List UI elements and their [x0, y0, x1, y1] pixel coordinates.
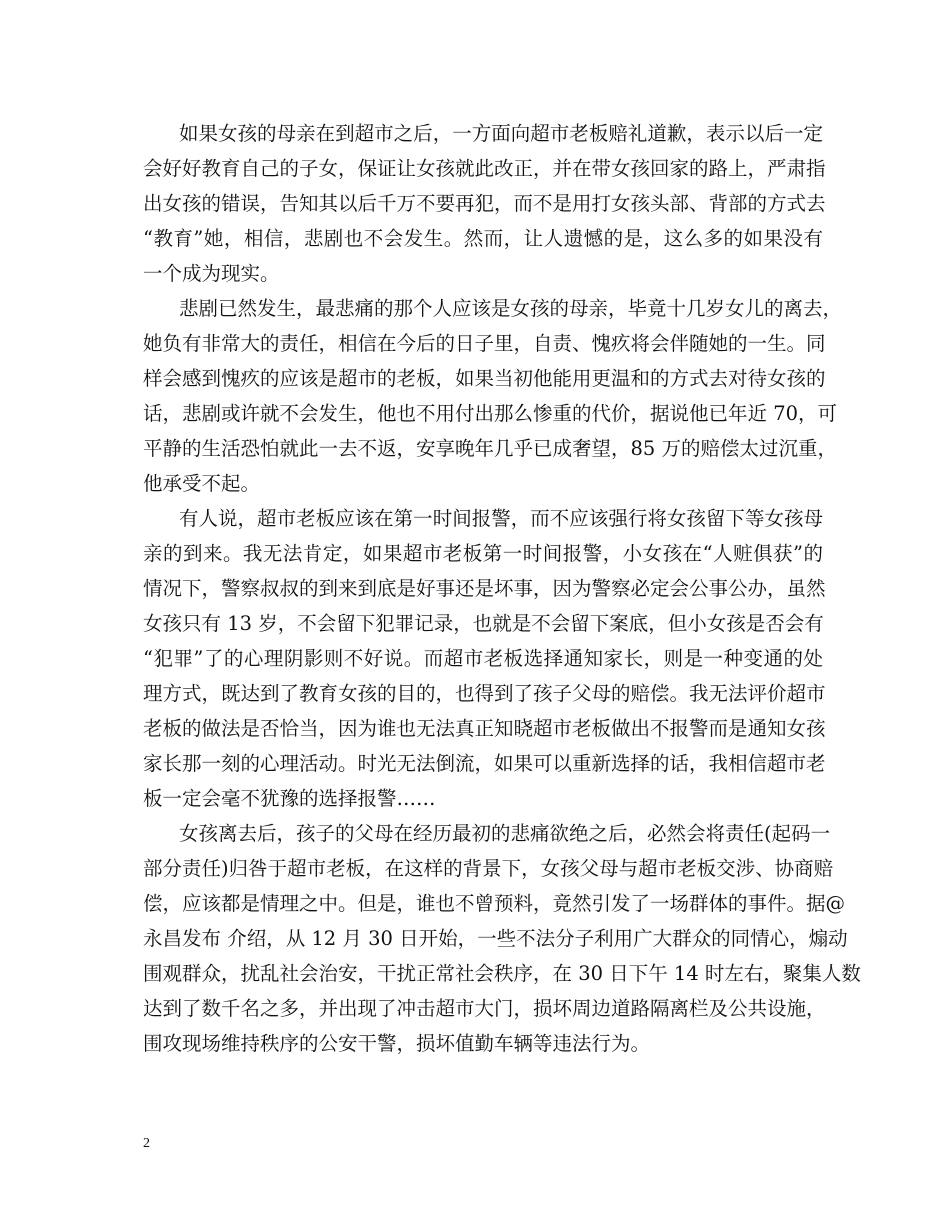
paragraph-line: 老板的做法是否恰当，因为谁也无法真正知晓超市老板做出不报警而是通知女孩: [143, 717, 826, 740]
paragraph-line: 一个成为现实。: [143, 262, 280, 285]
paragraph-line: “犯罪”了的心理阴影则不好说。而超市老板选择通知家长，则是一种变通的处: [143, 647, 823, 670]
paragraph-line: 板一定会毫不犹豫的选择报警……: [143, 787, 436, 810]
paragraph-line: 悲剧已然发生，最悲痛的那个人应该是女孩的母亲，毕竟十几岁女儿的离去，: [179, 297, 843, 320]
paragraph-line: 平静的生活恐怕就此一去不返，安享晚年几乎已成奢望，85 万的赔偿太过沉重，: [143, 437, 838, 460]
paragraph-line: 会好好教育自己的子女，保证让女孩就此改正，并在带女孩回家的路上，严肃指: [143, 157, 826, 180]
paragraph-line: 偿，应该都是情理之中。但是，谁也不曾预料，竟然引发了一场群体的事件。据@: [143, 892, 846, 915]
paragraph-line: 出女孩的错误，告知其以后千万不要再犯，而不是用打女孩头部、背部的方式去: [143, 192, 826, 215]
paragraph-line: “教育”她，相信，悲剧也不会发生。然而，让人遗憾的是，这么多的如果没有: [143, 227, 823, 250]
paragraph-line: 有人说，超市老板应该在第一时间报警，而不应该强行将女孩留下等女孩母: [179, 507, 823, 530]
paragraph-line: 女孩离去后，孩子的父母在经历最初的悲痛欲绝之后，必然会将责任(起码一: [179, 822, 831, 845]
paragraph-line: 部分责任)归咎于超市老板，在这样的背景下，女孩父母与超市老板交涉、协商赔: [143, 857, 834, 880]
page-number: 2: [143, 1136, 150, 1151]
paragraph-line: 如果女孩的母亲在到超市之后，一方面向超市老板赔礼道歉，表示以后一定: [179, 122, 823, 145]
paragraph-line: 话，悲剧或许就不会发生，他也不用付出那么惨重的代价，据说他已年近 70，可: [143, 402, 838, 425]
paragraph-line: 围观群众，扰乱社会治安，干扰正常社会秩序，在 30 日下午 14 时左右，聚集人数: [143, 962, 861, 985]
paragraph-line: 女孩只有 13 岁，不会留下犯罪记录，也就是不会留下案底，但小女孩是否会有: [143, 612, 824, 635]
paragraph-line: 家长那一刻的心理活动。时光无法倒流，如果可以重新选择的话，我相信超市老: [143, 752, 826, 775]
paragraph-line: 她负有非常大的责任，相信在今后的日子里，自责、愧疚将会伴随她的一生。同: [143, 332, 826, 355]
paragraph-line: 他承受不起。: [143, 472, 261, 495]
paragraph-line: 永昌发布 介绍，从 12 月 30 日开始，一些不法分子利用广大群众的同情心，煽动: [143, 927, 848, 950]
paragraph-line: 理方式，既达到了教育女孩的目的，也得到了孩子父母的赔偿。我无法评价超市: [143, 682, 826, 705]
paragraph-line: 情况下，警察叔叔的到来到底是好事还是坏事，因为警察必定会公事公办，虽然: [143, 577, 826, 600]
paragraph-line: 样会感到愧疚的应该是超市的老板，如果当初他能用更温和的方式去对待女孩的: [143, 367, 826, 390]
paragraph-line: 达到了数千名之多，并出现了冲击超市大门，损坏周边道路隔离栏及公共设施，: [143, 997, 826, 1020]
paragraph-line: 围攻现场维持秩序的公安干警，损坏值勤车辆等违法行为。: [143, 1032, 651, 1055]
paragraph-line: 亲的到来。我无法肯定，如果超市老板第一时间报警，小女孩在“人赃俱获”的: [143, 542, 823, 565]
